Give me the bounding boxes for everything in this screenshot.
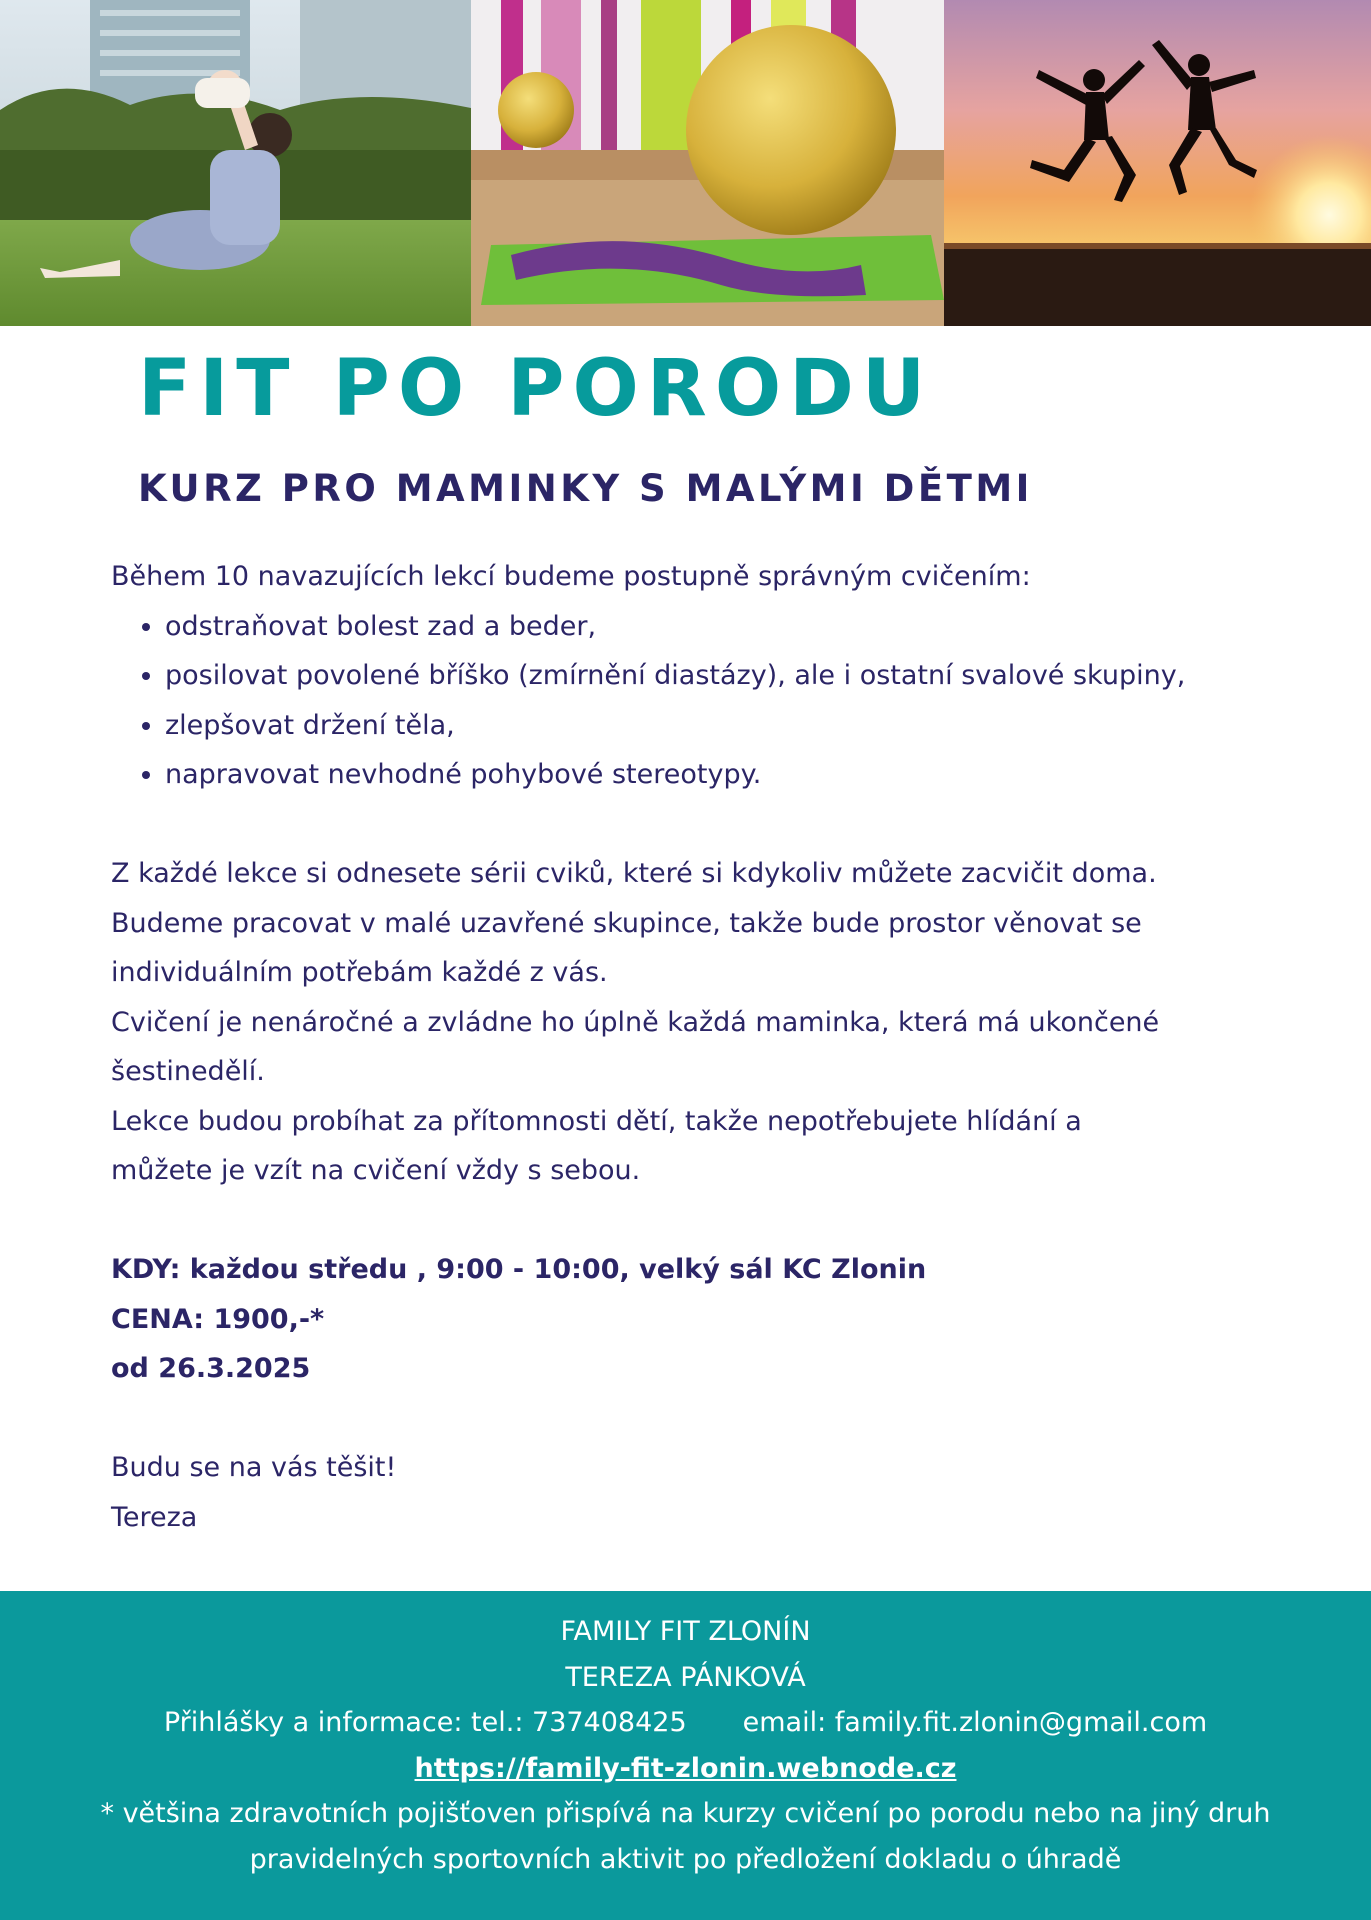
paragraph-line: Budeme pracovat v malé uzavřené skupince, takže bude prostor věnovat se — [111, 907, 1142, 939]
contact-phone: Přihlášky a informace: tel.: 737408425 — [163, 1707, 687, 1738]
closing-text: Budu se na vás těšit! — [111, 1452, 397, 1483]
footer-contact — [0, 1700, 1371, 1746]
paragraph-line: Lekce budou probíhat za přítomnosti dětí, takže nepotřebujete hlídání a — [111, 1105, 1082, 1137]
course-description — [111, 552, 1291, 1542]
header-photo-strip — [0, 0, 1371, 326]
paragraph-line: šestinedělí. — [111, 1056, 265, 1087]
contact-email[interactable]: email: family.fit.zlonin@gmail.com — [742, 1707, 1208, 1738]
price-text: CENA: 1900,-* — [111, 1303, 325, 1335]
spacer — [111, 800, 1291, 850]
start-date-text: od 26.3.2025 — [111, 1353, 311, 1384]
benefits-list — [111, 602, 1291, 800]
list-item: • odstraňovat bolest zad a beder, — [165, 602, 1291, 652]
list-item: • zlepšovat držení těla, — [165, 701, 1291, 751]
footer-name: TEREZA PÁNKOVÁ — [565, 1661, 806, 1693]
paragraph-line: můžete je vzít na cvičení vždy s sebou. — [111, 1155, 641, 1186]
intro-text: Během 10 navazujících lekcí budeme postupně správným cvičením: — [111, 561, 1031, 592]
footer — [0, 1591, 1371, 1920]
photo-sunset-jump — [944, 0, 1371, 326]
footer-org: FAMILY FIT ZLONÍN — [560, 1616, 811, 1647]
page-title: FIT PO PORODU — [138, 344, 934, 434]
signature-text: Tereza — [111, 1501, 198, 1533]
paragraph-line: individuálním potřebám každé z vás. — [111, 957, 608, 988]
paragraph-line: Cvičení je nenáročné a zvládne ho úplně každá maminka, která má ukončené — [111, 1006, 1160, 1038]
spacer — [111, 1394, 1291, 1444]
website-link[interactable]: https://family-fit-zlonin.webnode.cz — [414, 1752, 957, 1784]
spacer — [111, 1196, 1291, 1246]
page-subtitle: KURZ PRO MAMINKY S MALÝMI DĚTMI — [138, 467, 1033, 510]
footer-note-line: * většina zdravotních pojišťoven přispívá na kurzy cvičení po porodu nebo na jiný druh — [100, 1798, 1271, 1829]
list-item: • napravovat nevhodné pohybové stereotypy. — [165, 750, 1291, 800]
schedule-text: KDY: každou středu , 9:00 - 10:00, velký sál KC Zlonin — [111, 1254, 927, 1285]
paragraph-line: Z každé lekce si odnesete sérii cviků, které si kdykoliv můžete zacvičit doma. — [111, 858, 1157, 889]
photo-fitness-balls — [471, 0, 944, 326]
list-item: • posilovat povolené bříško (zmírnění diastázy), ale i ostatní svalové skupiny, — [165, 651, 1291, 701]
photo-mother-with-baby — [0, 0, 471, 326]
footer-note-line: pravidelných sportovních aktivit po předložení dokladu o úhradě — [249, 1843, 1122, 1875]
